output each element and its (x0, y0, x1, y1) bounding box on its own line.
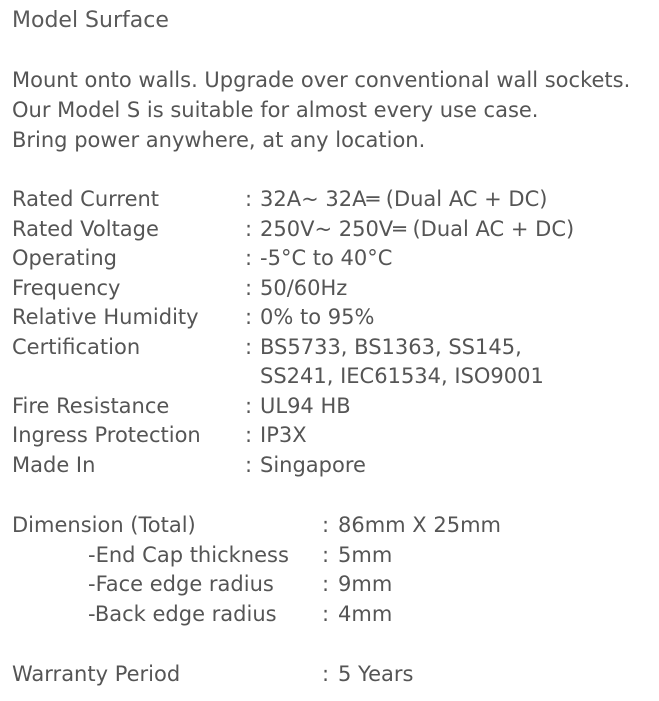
intro-text (12, 65, 630, 155)
spec-separator: : (245, 216, 253, 241)
dimension-label: -End Cap thickness (88, 542, 289, 567)
warranty-label: Warranty Period (12, 662, 181, 686)
dimension-separator: : (322, 542, 330, 567)
dimension-label: -Face edge radius (88, 572, 274, 596)
spec-label: Ingress Protection (12, 423, 201, 447)
dimension-separator: : (322, 601, 330, 626)
spec-separator: : (245, 334, 253, 359)
dimension-value: 4mm (338, 601, 393, 626)
spec-value: BS5733, BS1363, SS145, (260, 334, 522, 359)
dimension-separator: : (322, 513, 330, 537)
warranty-separator: : (322, 662, 330, 686)
spec-value-continued: SS241, IEC61534, ISO9001 (260, 364, 544, 388)
dimension-value: 5mm (338, 542, 393, 567)
spec-value: 50/60Hz (260, 275, 348, 300)
spec-value: Singapore (260, 452, 366, 477)
spec-label: Frequency (12, 275, 121, 300)
spec-label: Operating (12, 246, 117, 270)
intro-line: Our Model S is suitable for almost every use case. (12, 98, 539, 122)
spec-label: Relative Humidity (12, 305, 199, 329)
spec-separator: : (245, 187, 253, 211)
intro-line: Mount onto walls. Upgrade over conventional wall sockets. (12, 68, 631, 92)
page-title: Model Surface (12, 8, 169, 33)
spec-separator: : (245, 393, 253, 418)
spec-label: Rated Current (12, 187, 160, 211)
spec-value: UL94 HB (260, 393, 351, 418)
dimension-label: -Back edge radius (88, 601, 277, 626)
spec-label: Fire Resistance (12, 393, 170, 418)
spec-value: IP3X (260, 423, 307, 447)
dimension-label: Dimension (Total) (12, 513, 196, 537)
spec-value: 32A~ 32A═ (Dual AC + DC) (260, 187, 548, 211)
spec-value: 250V~ 250V═ (Dual AC + DC) (260, 216, 575, 241)
intro-line: Bring power anywhere, at any location. (12, 128, 426, 152)
spec-separator: : (245, 452, 253, 477)
dimension-value: 86mm X 25mm (338, 513, 502, 537)
spec-separator: : (245, 423, 253, 447)
spec-value: -5°C to 40°C (260, 246, 393, 270)
spec-separator: : (245, 275, 253, 300)
spec-separator: : (245, 305, 253, 329)
dimension-value: 9mm (338, 572, 393, 596)
spec-separator: : (245, 246, 253, 270)
spec-value: 0% to 95% (260, 305, 375, 329)
dimension-separator: : (322, 572, 330, 596)
spec-label: Rated Voltage (12, 216, 159, 241)
spec-label: Certification (12, 334, 141, 359)
spec-label: Made In (12, 452, 96, 477)
warranty-value: 5 Years (338, 662, 414, 686)
